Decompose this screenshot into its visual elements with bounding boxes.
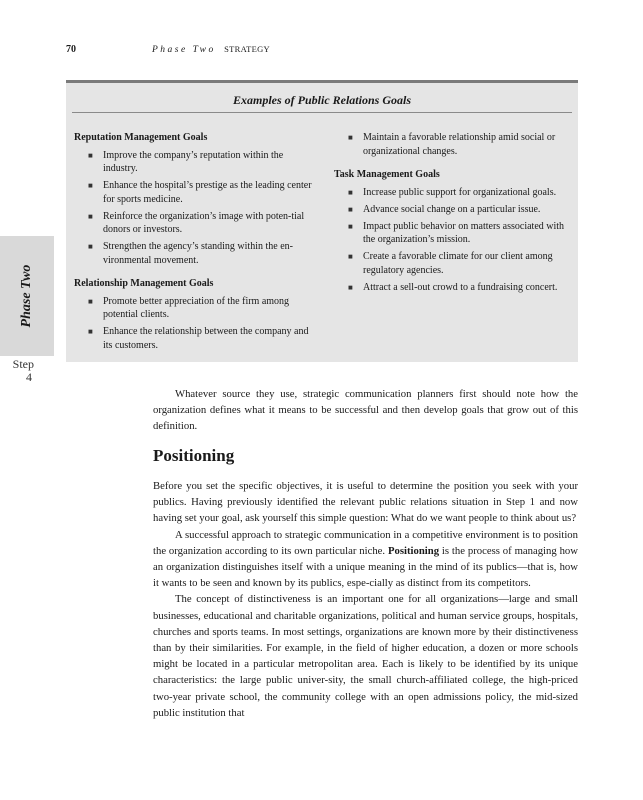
phase-side-tab <box>0 236 54 356</box>
paragraph: Before you set the specific objectives, it is useful to determine the position you seek with your publics. Having previously identified the relevant public relations situation in Step 1 and now having set your goal, ask yourself this simple question: What do we want people to think about us? <box>153 480 578 525</box>
paragraph: A successful approach to strategic communication in a competitive environment is to position the organization according to its own particular niche. Positioning is the process of managing how an organization distinguishes itself with a unique meaning in the mind of its publics—that is, how it wants to be seen and known by its publics, espe-cially as distinct from its competitors. <box>153 528 578 590</box>
page-number: 70 <box>66 44 76 55</box>
list-item: ■ Enhance the relationship between the company and its customers. <box>88 326 309 351</box>
step-label: Step <box>12 357 34 371</box>
bullet-icon: ■ <box>348 204 353 214</box>
bullet-icon: ■ <box>348 133 353 142</box>
relationship-list-continued <box>334 131 574 158</box>
list-item: ■ Increase public support for organizational goals. <box>348 186 557 198</box>
running-title <box>152 44 270 55</box>
box-left-column <box>74 131 318 362</box>
list-item: ■ Improve the company’s reputation within the industry. <box>88 149 284 174</box>
bullet-icon: ■ <box>348 221 353 231</box>
task-heading: Task Management Goals <box>334 169 440 180</box>
header-section: STRATEGY <box>224 44 270 54</box>
bullet-icon: ■ <box>88 296 93 306</box>
step-number: 4 <box>26 370 32 384</box>
section-body <box>153 478 578 721</box>
list-item: ■ Attract a sell-out crowd to a fundraising concert. <box>348 281 558 293</box>
bullet-icon: ■ <box>88 181 93 190</box>
header-phase: Phase Two <box>152 45 216 55</box>
reputation-list <box>74 149 318 268</box>
bullet-icon: ■ <box>88 327 93 336</box>
list-item: ■ Advance social change on a particular issue. <box>348 203 541 215</box>
reputation-heading: Reputation Management Goals <box>74 132 208 143</box>
intro-paragraph-block <box>153 386 578 435</box>
bullet-icon: ■ <box>88 150 93 160</box>
paragraph: The concept of distinctiveness is an important one for all organizations—large and small businesses, educational and charitable organizations, political and human service groups, hospitals, churches and sports teams. In most settings, organizations are known more by their distinctiveness than by their similarities. For example, in the field of higher education, a dozen or more schools might be located in a particular metropolitan area. Each is likely to be identified by its unique characteristics: the large public univer-sity, the small church-affiliated college, the high-priced two-year private school, the community college with an open admissions policy, the mid-sized public institution that <box>153 593 578 719</box>
section-heading: Positioning <box>153 446 235 465</box>
bullet-icon: ■ <box>348 282 353 292</box>
relationship-list <box>74 295 318 353</box>
box-right-column <box>334 131 574 304</box>
side-tab-phase: Phase Two <box>19 264 34 328</box>
step-marker <box>0 358 54 384</box>
box-title: Examples of Public Relations Goals <box>232 93 411 107</box>
relationship-heading: Relationship Management Goals <box>74 278 214 289</box>
running-header <box>66 44 603 58</box>
intro-paragraph: Whatever source they use, strategic communication planners first should note how the organization defines what it means to be successful and then develop goals that grow out of this definition. <box>153 388 578 433</box>
bullet-icon: ■ <box>88 211 93 221</box>
bullet-icon: ■ <box>88 242 93 251</box>
list-item: ■ Reinforce the organization’s image with poten-tial donors or investors. <box>88 210 305 235</box>
box-divider <box>72 112 572 113</box>
bullet-icon: ■ <box>348 252 353 261</box>
list-item: ■ Enhance the hospital’s prestige as the leading center for sports medicine. <box>88 180 312 205</box>
goals-example-box <box>66 80 578 362</box>
bullet-icon: ■ <box>348 187 353 197</box>
list-item: ■ Impact public behavior on matters associated with the organization’s mission. <box>348 220 565 245</box>
list-item: ■ Strengthen the agency’s standing within the en-vironmental movement. <box>88 241 293 266</box>
list-item: ■ Promote better appreciation of the firm among potential clients. <box>88 295 290 320</box>
list-item: ■ Maintain a favorable relationship amid social or organizational changes. <box>348 132 556 157</box>
task-list <box>334 186 574 295</box>
key-term: Positioning <box>387 544 440 557</box>
list-item: ■ Create a favorable climate for our client among regulatory agencies. <box>348 251 553 276</box>
